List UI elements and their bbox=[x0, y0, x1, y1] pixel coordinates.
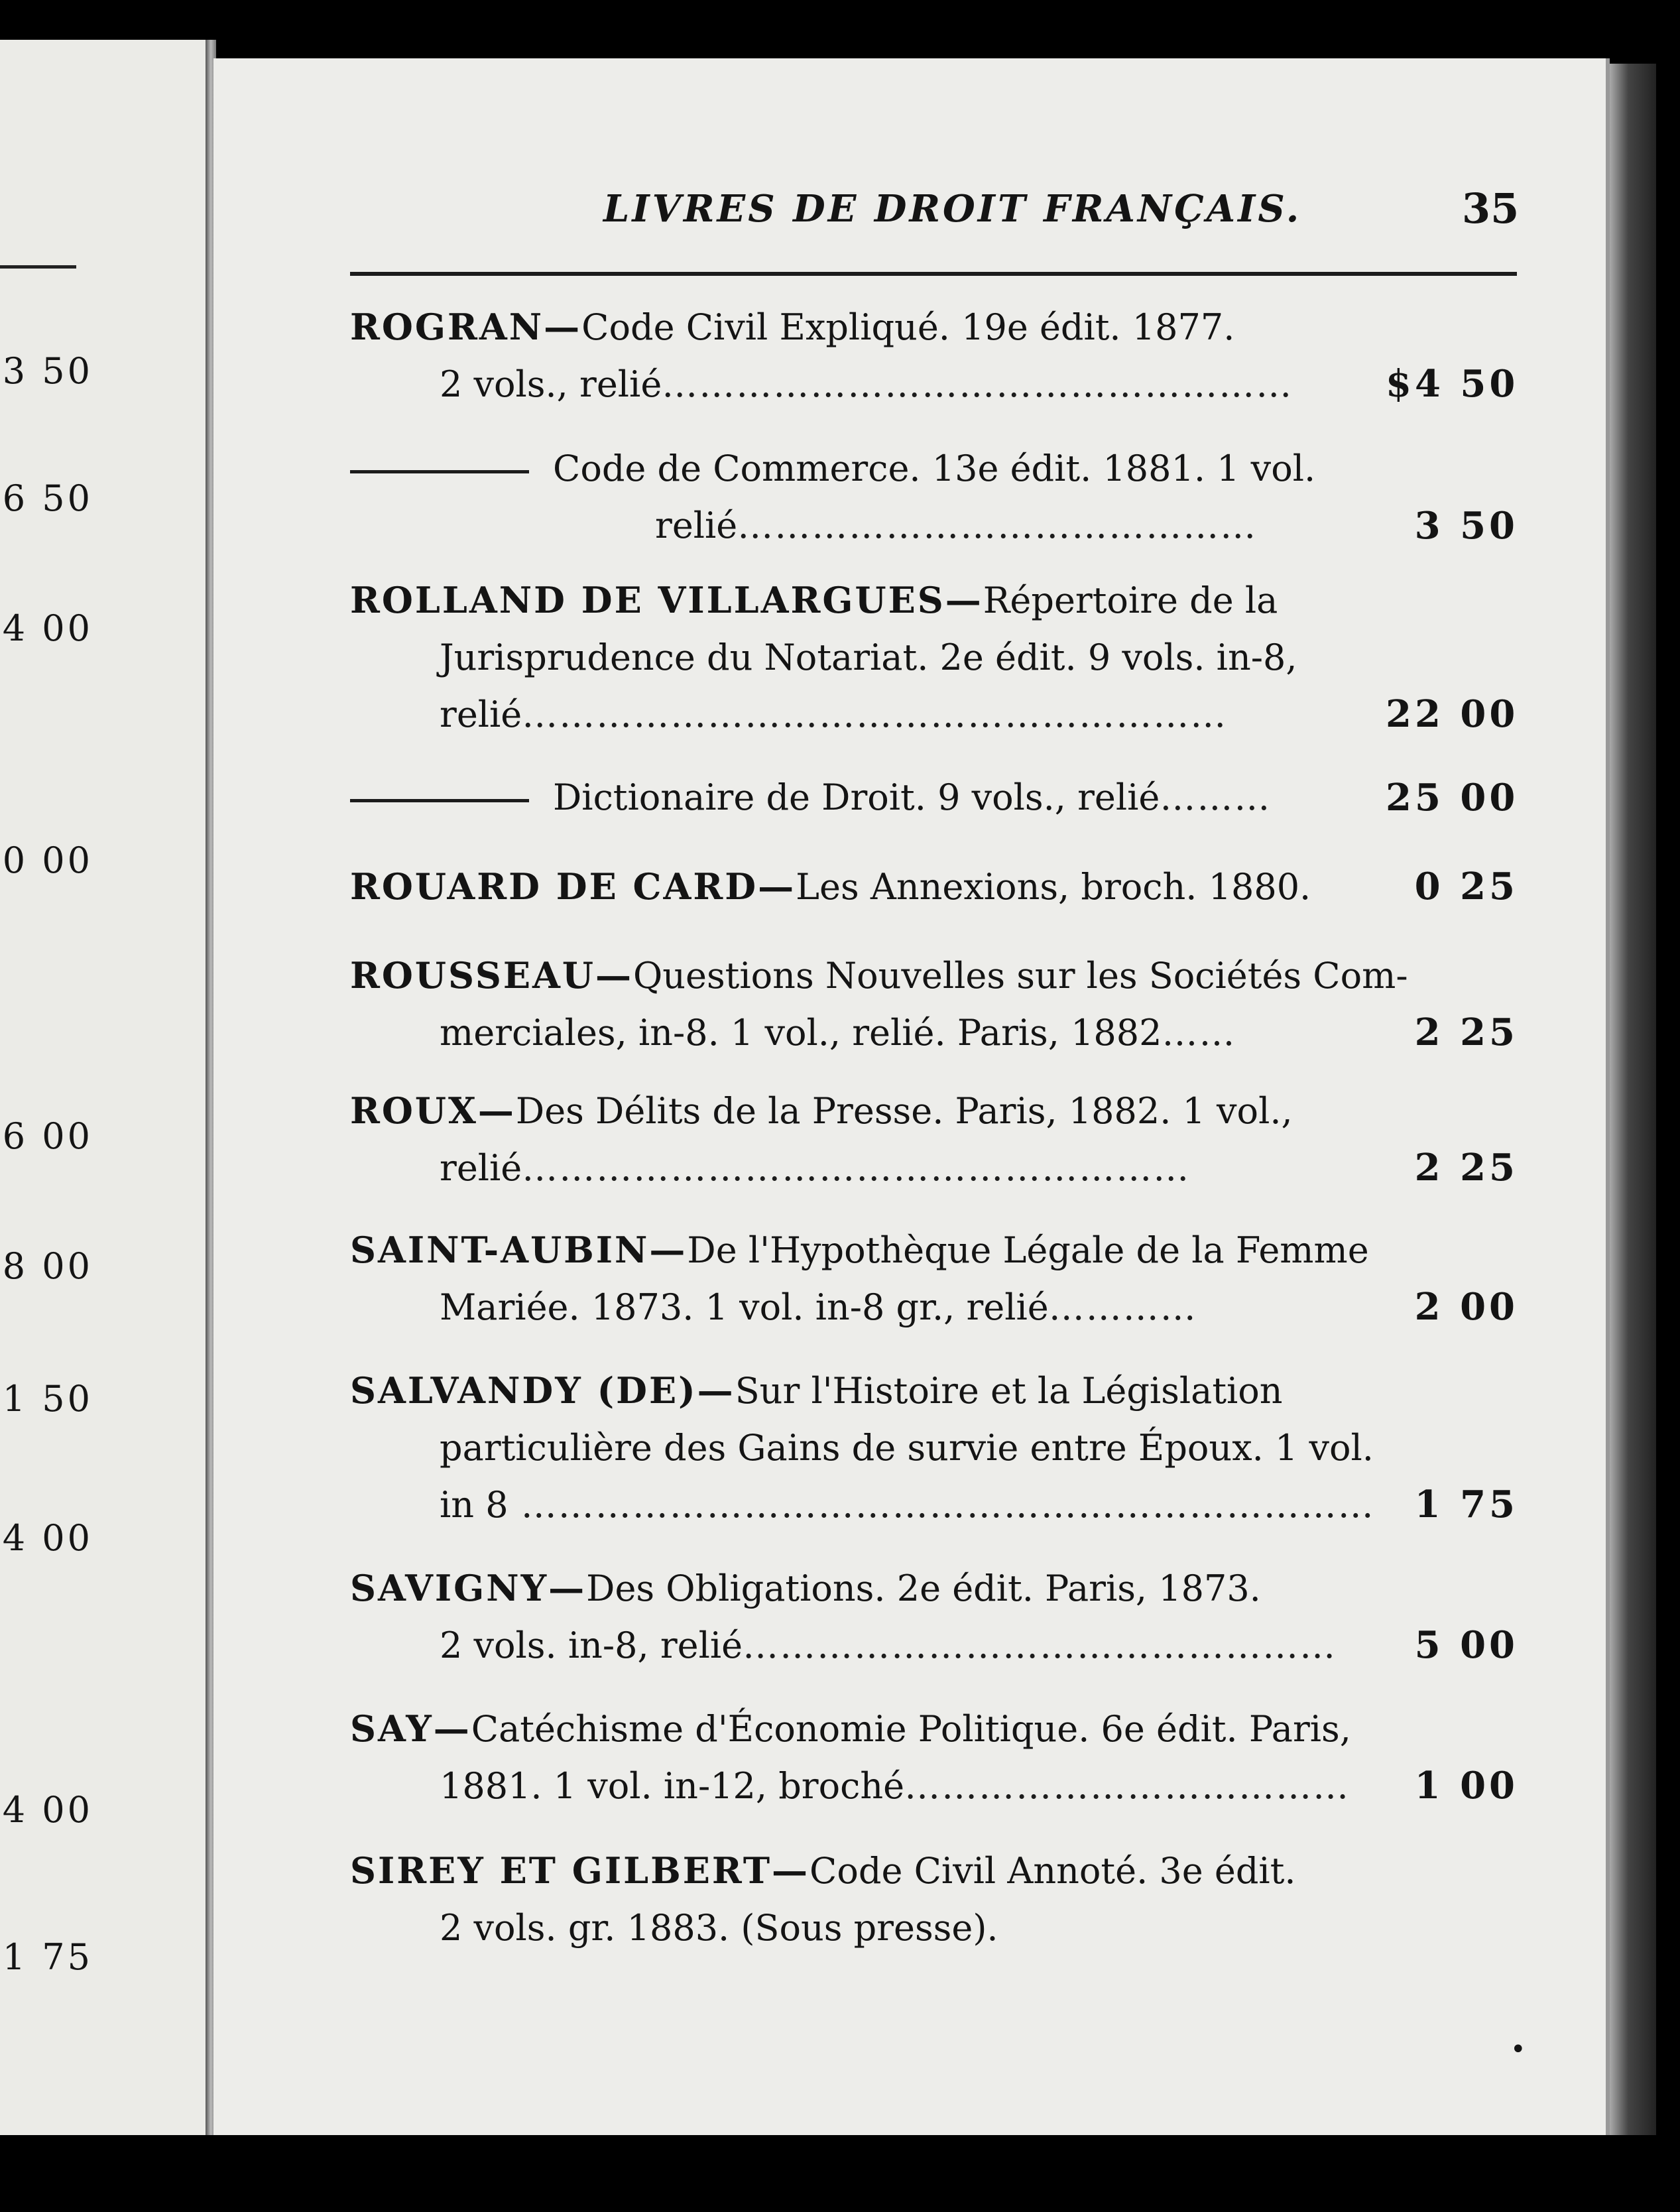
entry-author: SAINT-AUBIN— bbox=[350, 1229, 688, 1271]
entry-text: merciales, in-8. 1 vol., relié. Paris, 1882 bbox=[440, 1012, 1162, 1054]
page-edge-shadow bbox=[1610, 64, 1656, 2135]
entry-text: Jurisprudence du Notariat. 2e édit. 9 vols. in-8, bbox=[440, 637, 1297, 678]
entry-text: relié bbox=[655, 505, 738, 546]
left-price: 8 00 bbox=[2, 1245, 93, 1287]
page-speck: • bbox=[1510, 2034, 1526, 2065]
entry-text: Sur l'Histoire et la Législation bbox=[735, 1370, 1283, 1412]
left-price: 6 00 bbox=[2, 1115, 93, 1157]
ditto-dash bbox=[350, 470, 529, 473]
entry-text: Répertoire de la bbox=[983, 580, 1278, 621]
catalog-entry-rolland bbox=[350, 572, 1378, 743]
dot-leaders: …………………………………………… bbox=[662, 363, 1293, 405]
catalog-entry-roux bbox=[350, 1082, 1378, 1197]
dot-leaders: ………………………………………………… bbox=[522, 694, 1228, 735]
dot-leaders: …… bbox=[1162, 1012, 1236, 1054]
entry-author: SALVANDY (DE)— bbox=[350, 1369, 735, 1412]
entry-price: 25 00 bbox=[1386, 776, 1519, 820]
entry-text: Code de Commerce. 13e édit. 1881. 1 vol. bbox=[553, 448, 1316, 489]
entry-price: 0 25 bbox=[1414, 865, 1518, 908]
entry-author: SAVIGNY— bbox=[350, 1567, 587, 1609]
catalog-entry-savigny bbox=[350, 1560, 1378, 1674]
dot-leaders: ………………………………………… bbox=[743, 1625, 1337, 1666]
ditto-dash bbox=[350, 799, 529, 802]
dot-leaders: ……………………………………………… bbox=[522, 1147, 1191, 1189]
dot-leaders: ………… bbox=[1048, 1286, 1197, 1328]
left-price: 4 00 bbox=[2, 1789, 93, 1831]
entry-price: 2 25 bbox=[1414, 1146, 1518, 1190]
entry-text: relié bbox=[440, 694, 522, 735]
left-price: 4 00 bbox=[2, 1517, 93, 1559]
entry-text: relié bbox=[440, 1147, 522, 1189]
catalog-entry-dictionaire bbox=[350, 769, 1378, 826]
entry-author: ROUARD DE CARD— bbox=[350, 865, 796, 908]
entry-text: 2 vols. in-8, relié bbox=[440, 1625, 743, 1666]
entry-author: ROGRAN— bbox=[350, 306, 582, 348]
dot-leaders: …………………………………… bbox=[737, 505, 1258, 546]
left-page-rule bbox=[0, 265, 76, 269]
entry-text: Code Civil Expliqué. 19e édit. 1877. bbox=[581, 306, 1235, 348]
dot-leaders: ……………………………… bbox=[904, 1765, 1350, 1807]
entry-text: Des Délits de la Presse. Paris, 1882. 1 vol., bbox=[515, 1090, 1293, 1132]
entry-text: in 8 bbox=[440, 1484, 509, 1526]
entry-text: 1881. 1 vol. in-12, broché bbox=[440, 1765, 905, 1807]
entry-text: Des Obligations. 2e édit. Paris, 1873. bbox=[586, 1567, 1261, 1609]
entry-price: 2 25 bbox=[1414, 1011, 1518, 1054]
entry-text: 2 vols., relié bbox=[440, 363, 662, 405]
entry-author: ROUX— bbox=[350, 1089, 516, 1132]
entry-author: SIREY ET GILBERT— bbox=[350, 1849, 810, 1892]
entry-price: 5 00 bbox=[1414, 1623, 1518, 1667]
catalog-entry-rousseau bbox=[350, 947, 1408, 1062]
entry-text: particulière des Gains de survie entre Époux. 1 vol. bbox=[440, 1427, 1374, 1469]
left-price: 1 75 bbox=[2, 1936, 93, 1978]
entry-text: Catéchisme d'Économie Politique. 6e édit. Paris, bbox=[471, 1708, 1351, 1750]
entry-price: 1 00 bbox=[1414, 1764, 1518, 1808]
catalog-entry-salvandy bbox=[350, 1362, 1378, 1534]
left-price: 1 50 bbox=[2, 1378, 93, 1420]
entry-author: ROUSSEAU— bbox=[350, 954, 633, 997]
entry-author: ROLLAND DE VILLARGUES— bbox=[350, 579, 983, 621]
entry-text: Code Civil Annoté. 3e édit. bbox=[810, 1850, 1296, 1892]
entry-price: 2 00 bbox=[1414, 1285, 1518, 1329]
entry-text: De l'Hypothèque Légale de la Femme bbox=[687, 1229, 1369, 1271]
entry-price: $4 50 bbox=[1386, 362, 1519, 406]
catalog-entry-rouard bbox=[350, 858, 1378, 916]
entry-text: Dictionaire de Droit. 9 vols., relié bbox=[553, 776, 1160, 818]
left-price: 4 00 bbox=[2, 607, 93, 649]
catalog-entry-saint-aubin bbox=[350, 1221, 1378, 1336]
entry-text: Les Annexions, broch. 1880. bbox=[796, 866, 1311, 908]
entry-text: Mariée. 1873. 1 vol. in-8 gr., relié bbox=[440, 1286, 1049, 1328]
left-page-fragment bbox=[0, 40, 211, 2135]
left-price: 0 00 bbox=[2, 839, 93, 881]
catalog-entry-rogran bbox=[350, 298, 1378, 413]
entry-price: 22 00 bbox=[1386, 692, 1519, 736]
dot-leaders: …………………………………………………………… bbox=[508, 1484, 1375, 1526]
page-number: 35 bbox=[1462, 184, 1520, 233]
entry-price: 1 75 bbox=[1414, 1483, 1518, 1526]
header-rule bbox=[350, 272, 1517, 276]
left-price: 3 50 bbox=[2, 350, 93, 392]
dot-leaders: ……… bbox=[1160, 776, 1272, 818]
entry-author: SAY— bbox=[350, 1707, 471, 1750]
left-price: 6 50 bbox=[2, 477, 93, 519]
catalog-entry-sirey-gilbert bbox=[350, 1842, 1378, 1957]
entry-price: 3 50 bbox=[1414, 504, 1518, 548]
running-title: LIVRES DE DROIT FRANÇAIS. bbox=[603, 187, 1302, 231]
catalog-entry-say bbox=[350, 1700, 1378, 1815]
entry-text: Questions Nouvelles sur les Sociétés Com- bbox=[632, 955, 1408, 997]
catalog-entry-code-commerce bbox=[350, 440, 1378, 554]
entry-text: 2 vols. gr. 1883. (Sous presse). bbox=[440, 1907, 998, 1949]
